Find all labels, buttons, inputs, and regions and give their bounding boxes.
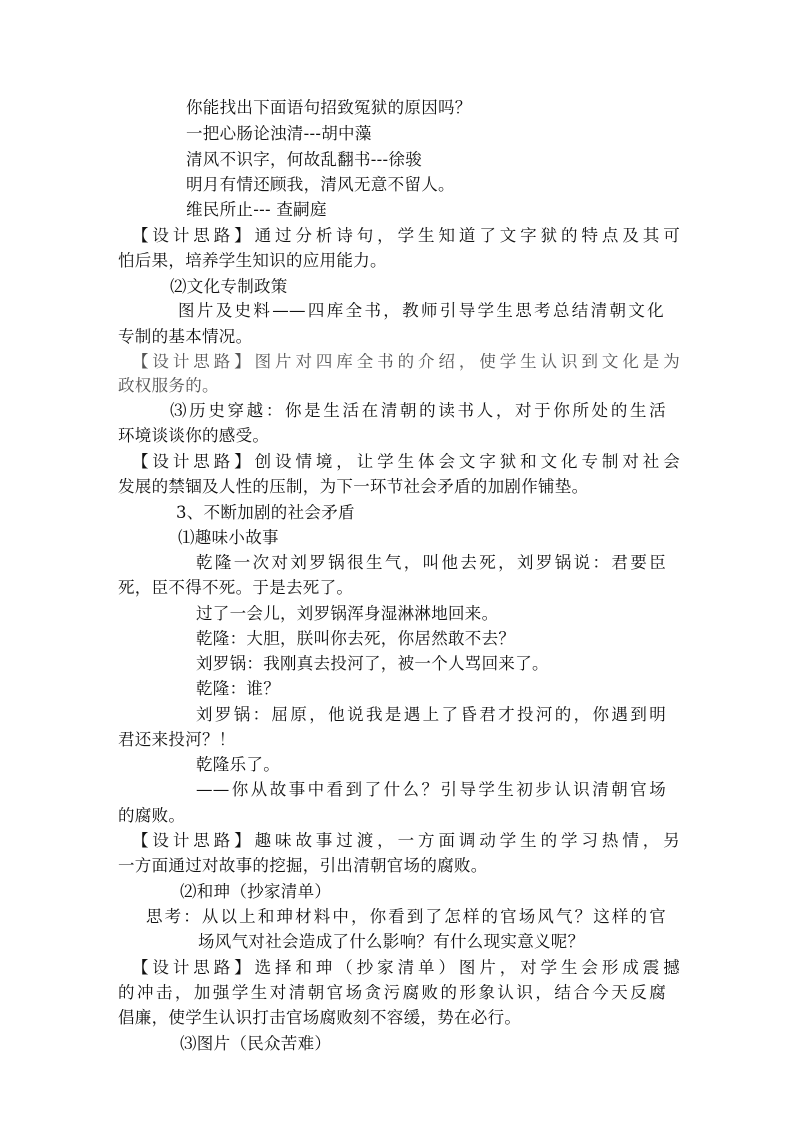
story-question-line-2: 的腐败。: [118, 806, 186, 825]
story-line-4: 乾隆：大胆，朕叫你去死，你居然敢不去？: [196, 629, 516, 648]
history-travel-line-2: 环境谈谈你的感受。: [118, 426, 270, 445]
story-line-5: 刘罗锅：我刚真去投河了，被一个人骂回来了。: [196, 654, 549, 673]
culture-text-line-1: 图片及史料——四库全书，教师引导学生思考总结清朝文化: [178, 301, 664, 320]
design-note-4-line-1: 【设计思路】趣味故事过渡，一方面调动学生的学习热情，另: [132, 831, 680, 850]
think-line-2: 场风气对社会造成了什么影响？有什么现实意义呢？: [198, 932, 585, 951]
design-note-5-line-3: 倡廉，使学生认识打击官场腐败刻不容缓，势在必行。: [118, 1008, 522, 1027]
poem-line-2: 清风不识字，何故乱翻书---徐骏: [186, 150, 423, 169]
design-note-2-line-1: 【设计思路】图片对四库全书的介绍，使学生认识到文化是为: [132, 352, 680, 371]
history-travel-line-1: ⑶历史穿越：你是生活在清朝的读书人，对于你所处的生活: [170, 401, 666, 420]
design-note-5-line-1: 【设计思路】选择和珅（抄家清单）图片，对学生会形成震撼: [132, 958, 680, 977]
story-line-7: 刘罗锅：屈原，他说我是遇上了昏君才投河的，你遇到明: [196, 705, 666, 724]
story-line-2: 死，臣不得不死。于是去死了。: [118, 578, 354, 597]
think-line-1: 思考：从以上和珅材料中，你看到了怎样的官场风气？这样的官: [146, 907, 666, 926]
story-line-1: 乾隆一次对刘罗锅很生气，叫他去死，刘罗锅说：君要臣: [196, 553, 666, 572]
poem-line-3: 明月有情还顾我，清风无意不留人。: [186, 175, 455, 194]
culture-text-line-2: 专制的基本情况。: [118, 327, 253, 346]
story-question-line-1: ——你从故事中看到了什么？引导学生初步认识清朝官场: [196, 780, 666, 799]
section-heading-conflict: 3、不断加剧的社会矛盾: [176, 503, 355, 522]
section-heading-suffering: ⑶图片（民众苦难）: [180, 1034, 332, 1053]
story-line-8: 君还来投河？！: [118, 730, 236, 749]
section-heading-heshen: ⑵和珅（抄家清单）: [180, 882, 332, 901]
poem-line-1: 一把心肠论浊清---胡中藻: [186, 124, 372, 143]
design-note-1-line-1: 【设计思路】通过分析诗句，学生知道了文字狱的特点及其可: [132, 226, 680, 245]
story-heading: ⑴趣味小故事: [178, 528, 279, 547]
question-line: 你能找出下面语句招致冤狱的原因吗？: [186, 98, 472, 117]
story-line-3: 过了一会儿，刘罗锅浑身湿淋淋地回来。: [196, 604, 499, 623]
poem-line-4: 维民所止--- 查嗣庭: [186, 200, 327, 219]
story-line-6: 乾隆：谁？: [196, 679, 280, 698]
design-note-3-line-2: 发展的禁锢及人性的压制，为下一环节社会矛盾的加剧作铺垫。: [118, 477, 589, 496]
design-note-5-line-2: 的冲击，加强学生对清朝官场贪污腐败的形象认识，结合今天反腐: [118, 983, 666, 1002]
design-note-2-line-2: 政权服务的。: [118, 376, 219, 395]
design-note-1-line-2: 怕后果，培养学生知识的应用能力。: [118, 251, 387, 270]
story-line-9: 乾隆乐了。: [196, 755, 280, 774]
section-heading-culture: ⑵文化专制政策: [170, 277, 288, 296]
design-note-3-line-1: 【设计思路】创设情境，让学生体会文字狱和文化专制对社会: [132, 452, 680, 471]
design-note-4-line-2: 一方面通过对故事的挖掘，引出清朝官场的腐败。: [118, 856, 488, 875]
